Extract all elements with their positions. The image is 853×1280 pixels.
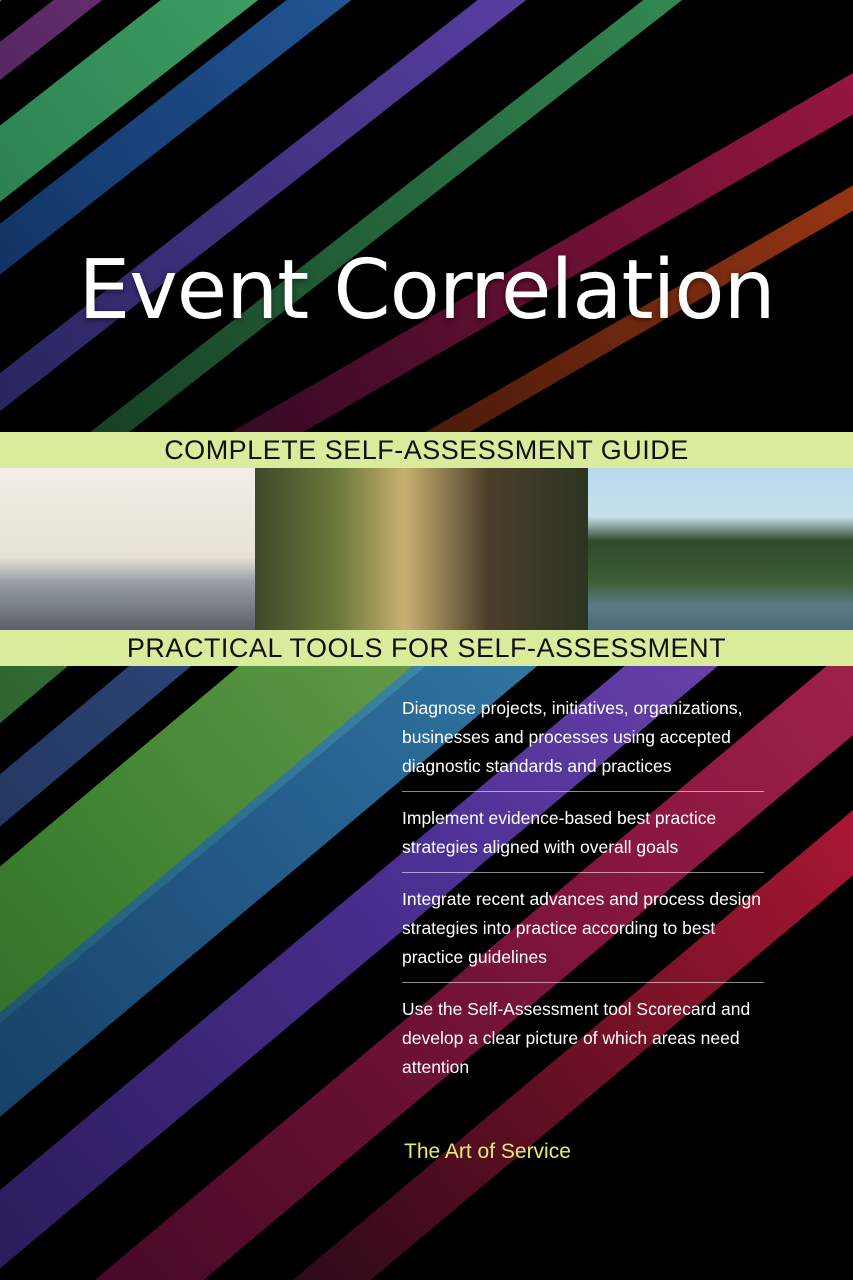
living-room-photo bbox=[0, 468, 255, 630]
tools-banner: PRACTICAL TOOLS FOR SELF-ASSESSMENT bbox=[0, 630, 853, 666]
feature-item: Use the Self-Assessment tool Scorecard and develop a clear picture of which areas need attention bbox=[402, 999, 751, 1077]
feature-item: Implement evidence-based best practice strategies aligned with overall goals bbox=[402, 804, 764, 873]
feature-item: Diagnose projects, initiatives, organizations, businesses and processes using accepted diagnostic standards and practices bbox=[402, 694, 764, 792]
lake-landscape-photo bbox=[588, 468, 853, 630]
feature-item: Integrate recent advances and process design strategies into practice according to best practice guidelines bbox=[402, 885, 764, 983]
man-portrait-photo bbox=[255, 468, 588, 630]
decorative-stripes-top bbox=[0, 0, 853, 432]
publisher-name: The Art of Service bbox=[404, 1140, 571, 1163]
book-title: Event Correlation bbox=[78, 242, 775, 338]
guide-banner: COMPLETE SELF-ASSESSMENT GUIDE bbox=[0, 432, 853, 468]
feature-list bbox=[402, 694, 764, 1104]
photo-strip bbox=[0, 468, 853, 630]
